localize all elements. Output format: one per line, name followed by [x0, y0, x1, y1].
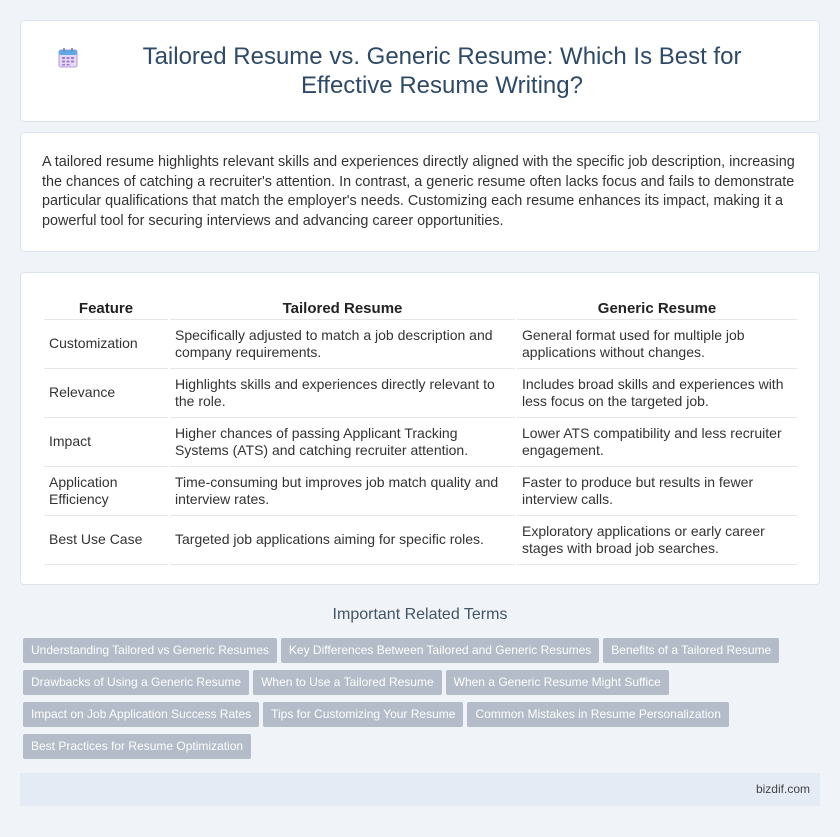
related-term-tag[interactable]: Impact on Job Application Success Rates [23, 702, 259, 727]
feature-cell: Customization [44, 320, 168, 369]
generic-cell: Exploratory applications or early career stages with broad job searches. [517, 516, 797, 565]
table-header-row [44, 296, 797, 320]
tailored-cell: Targeted job applications aiming for specific roles. [170, 516, 515, 565]
generic-cell: Lower ATS compatibility and less recruiter engagement. [517, 418, 797, 467]
generic-cell: Includes broad skills and experiences with less focus on the targeted job. [517, 369, 797, 418]
related-term-tag[interactable]: Key Differences Between Tailored and Generic Resumes [281, 638, 599, 663]
tag-row [23, 702, 823, 734]
related-term-tag[interactable]: When to Use a Tailored Resume [253, 670, 442, 695]
header-tailored: Tailored Resume [170, 296, 515, 320]
header-feature: Feature [44, 296, 168, 320]
footer-site-link[interactable]: bizdif.com [755, 782, 810, 796]
intro-card [20, 132, 820, 252]
table-row [44, 516, 797, 565]
tailored-cell: Time-consuming but improves job match quality and interview rates. [170, 467, 515, 516]
table-row [44, 418, 797, 467]
feature-cell: Application Efficiency [44, 467, 168, 516]
related-terms-list [23, 638, 823, 766]
table-row [44, 467, 797, 516]
comparison-table [42, 296, 799, 565]
table-row [44, 369, 797, 418]
related-term-tag[interactable]: Benefits of a Tailored Resume [603, 638, 779, 663]
intro-paragraph: A tailored resume highlights relevant skills and experiences directly aligned with the specific job description, increasing the chances of catching a recruiter's attention. In contrast, a generic resume often lacks focus and fails to demonstrate particular qualifications that match the employer's needs. Customizing each resume enhances its impact, making it a powerful tool for securing interviews and advancing career opportunities. [42, 154, 795, 229]
tailored-cell: Specifically adjusted to match a job description and company requirements. [170, 320, 515, 369]
feature-cell: Best Use Case [44, 516, 168, 565]
header-generic: Generic Resume [517, 296, 797, 320]
generic-cell: General format used for multiple job applications without changes. [517, 320, 797, 369]
comparison-card [20, 272, 820, 585]
related-term-tag[interactable]: When a Generic Resume Might Suffice [446, 670, 669, 695]
related-terms-heading: Important Related Terms [332, 606, 508, 623]
tag-row [23, 734, 823, 766]
tag-row [23, 670, 823, 702]
page-title: Tailored Resume vs. Generic Resume: Which Is Best for Effective Resume Writing? [142, 43, 742, 99]
table-row [44, 320, 797, 369]
related-term-tag[interactable]: Common Mistakes in Resume Personalization [467, 702, 728, 727]
related-term-tag[interactable]: Understanding Tailored vs Generic Resumes [23, 638, 277, 663]
header-card [20, 20, 820, 122]
feature-cell: Relevance [44, 369, 168, 418]
tailored-cell: Highlights skills and experiences directly relevant to the role. [170, 369, 515, 418]
tailored-cell: Higher chances of passing Applicant Tracking Systems (ATS) and catching recruiter attention. [170, 418, 515, 467]
related-term-tag[interactable]: Best Practices for Resume Optimization [23, 734, 251, 759]
feature-cell: Impact [44, 418, 168, 467]
footer [20, 773, 820, 806]
tag-row [23, 638, 823, 670]
generic-cell: Faster to produce but results in fewer interview calls. [517, 467, 797, 516]
related-term-tag[interactable]: Drawbacks of Using a Generic Resume [23, 670, 249, 695]
related-term-tag[interactable]: Tips for Customizing Your Resume [263, 702, 463, 727]
